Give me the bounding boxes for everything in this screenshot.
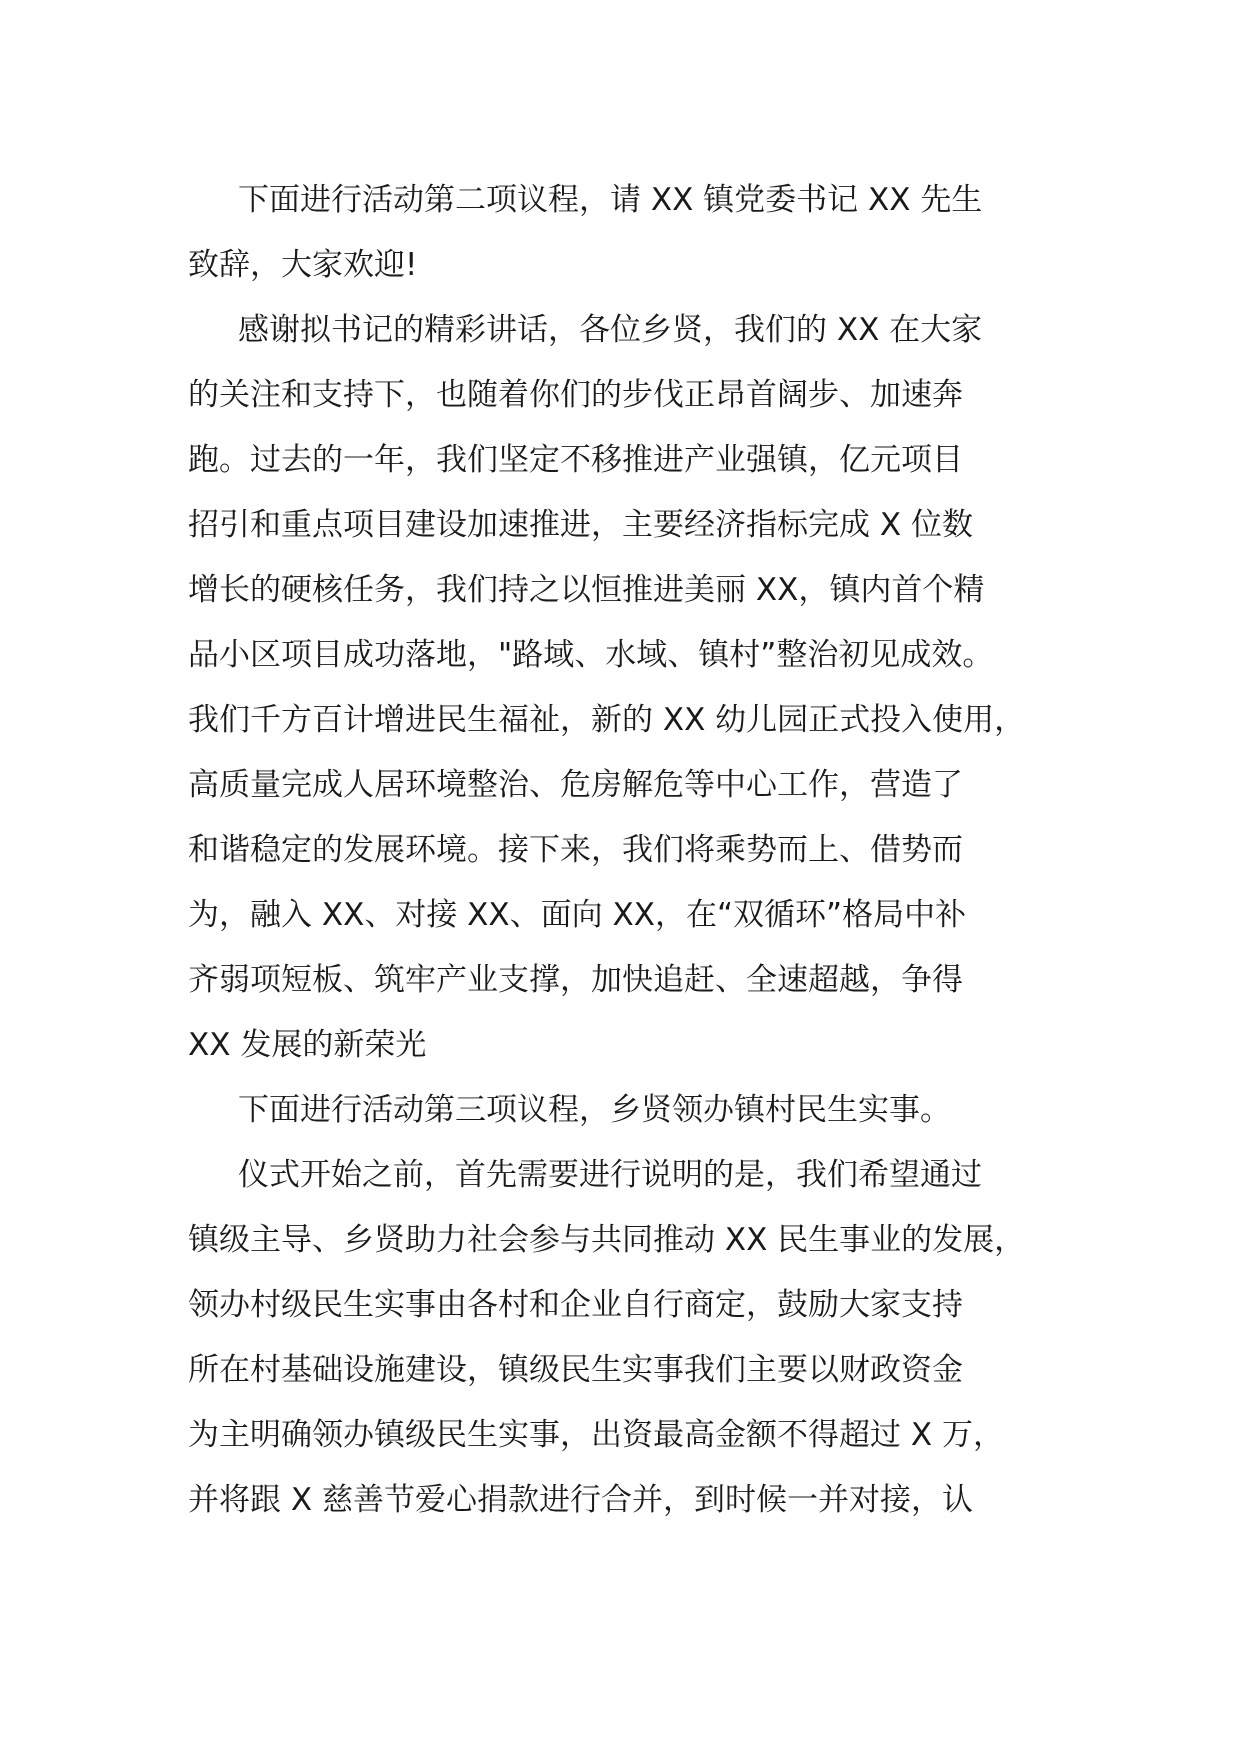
paragraph-2-line-4: 招引和重点项目建设加速推进，主要经济指标完成 X 位数 [188, 507, 973, 543]
document-body [188, 168, 1088, 1533]
paragraph-4-line-6: 并将跟 X 慈善节爱心捐款进行合并，到时候一并对接，认 [188, 1482, 973, 1518]
paragraph-4-line-2: 镇级主导、乡贤助力社会参与共同推动 XX 民生事业的发展， [188, 1222, 1026, 1258]
paragraph-4-line-5: 为主明确领办镇级民生实事，出资最高金额不得超过 X 万， [188, 1417, 1004, 1453]
paragraph-3-line-1: 下面进行活动第三项议程，乡贤领办镇村民生实事。 [238, 1092, 951, 1128]
paragraph-2-line-5: 增长的硬核任务，我们持之以恒推进美丽 XX，镇内首个精 [188, 572, 985, 608]
paragraph-2-line-11: 齐弱项短板、筑牢产业支撑，加快追赶、全速超越，争得 [188, 962, 963, 998]
paragraph-2-line-9: 和谐稳定的发展环境。接下来，我们将乘势而上、借势而 [188, 832, 963, 868]
paragraph-2-line-8: 高质量完成人居环境整治、危房解危等中心工作，营造了 [188, 767, 963, 803]
paragraph-2-line-10: 为，融入 XX、对接 XX、面向 XX，在“双循环”格局中补 [188, 897, 967, 933]
paragraph-4-line-4: 所在村基础设施建设，镇级民生实事我们主要以财政资金 [188, 1352, 963, 1388]
paragraph-2-line-3: 跑。过去的一年，我们坚定不移推进产业强镇，亿元项目 [188, 442, 963, 478]
paragraph-2-line-6: 品小区项目成功落地，"路域、水域、镇村”整治初见成效。 [188, 637, 994, 673]
paragraph-2-line-1: 感谢拟书记的精彩讲话，各位乡贤，我们的 XX 在大家 [238, 312, 983, 348]
paragraph-2-line-12: XX 发展的新荣光 [188, 1027, 427, 1063]
paragraph-4-line-3: 领办村级民生实事由各村和企业自行商定，鼓励大家支持 [188, 1287, 963, 1323]
paragraph-2-line-7: 我们千方百计增进民生福祉，新的 XX 幼儿园正式投入使用， [188, 702, 1026, 738]
paragraph-1-line-1: 下面进行活动第二项议程，请 XX 镇党委书记 XX 先生 [238, 182, 983, 218]
paragraph-1-line-2: 致辞，大家欢迎! [188, 247, 418, 283]
paragraph-4-line-1: 仪式开始之前，首先需要进行说明的是，我们希望通过 [238, 1157, 982, 1193]
paragraph-2-line-2: 的关注和支持下，也随着你们的步伐正昂首阔步、加速奔 [188, 377, 963, 413]
